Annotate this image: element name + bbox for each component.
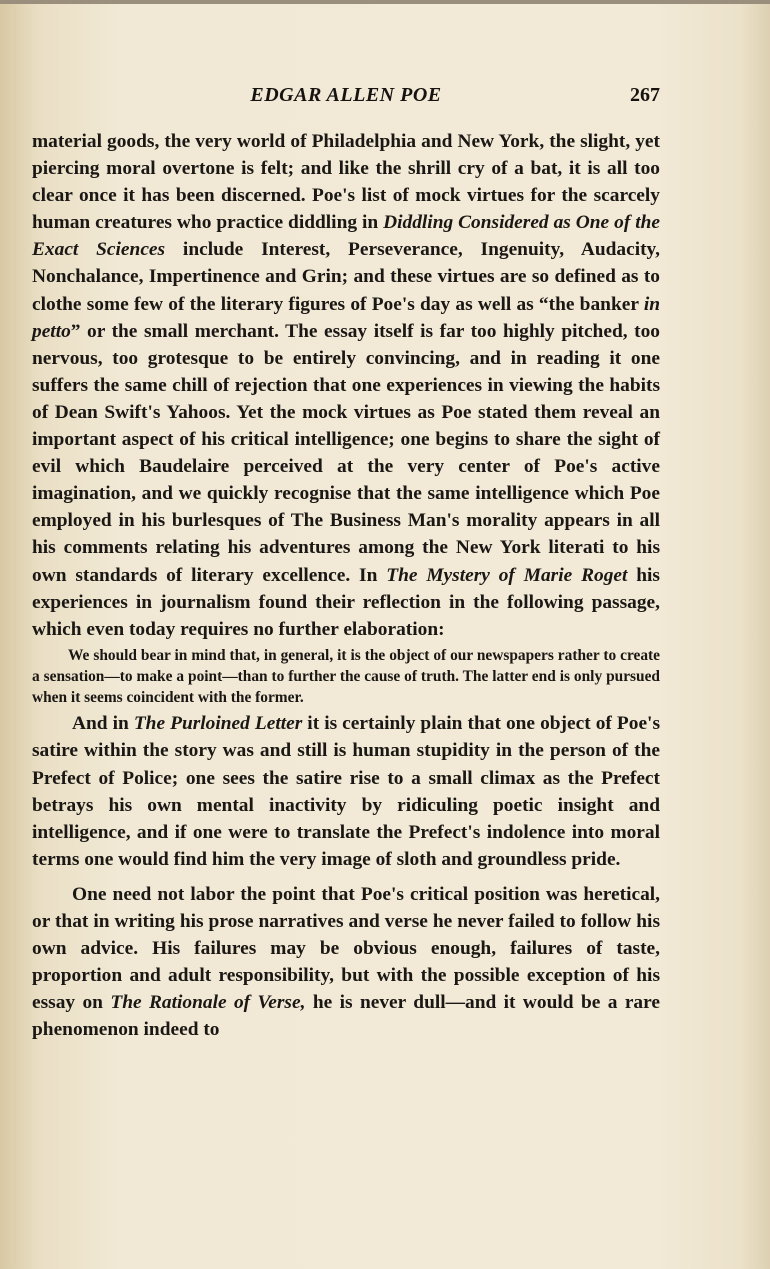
phrase-italic: in petto (32, 293, 660, 342)
text-run: include Interest, Perseverance, Ingenuity, Audacity, Nonchalance, Impertinence and Grin; and these virtues are so defined as to clothe some few of the literary figures of Poe's day as well as “the banker (32, 239, 661, 315)
text-run: it is certainly plain that one object of Poe's satire within the story was and still is human stupidity in the person of the Prefect of Police; one sees the satire rise to a small climax as the Prefect betrays his own mental inactivity by ridiculing poetic insight and intelligence, and if one were to translate the Prefect's indolence into moral terms one would find him the very image of sloth and groundless pride. (32, 713, 660, 870)
text-run: material goods, the very world of Philadelphia and New York, the slight, yet piercing moral overtone is felt; and like the shrill cry of a bat, it is all too clear once it has been discerned. Poe's list of mock virtues for the scarcely human creatures who practice diddling in (32, 131, 660, 234)
text-run: One need not labor the point that Poe's critical position was heretical, or that in writing his prose narratives and verse he never failed to follow his own advice. His failures may be obvious enough, failures of taste, proportion and adult responsibility, but with the possible exception of his essay on (32, 883, 660, 1014)
running-head: EDGAR ALLEN POE (250, 84, 442, 106)
title-italic: The Mystery of Marie Roget (386, 564, 628, 586)
paragraph-3 (32, 881, 660, 1044)
page-header (32, 84, 660, 112)
top-edge (0, 0, 770, 4)
page-number: 267 (630, 84, 660, 106)
text-run: ” or the small merchant. The essay itself is far too highly pitched, too nervous, too grotesque to be entirely convincing, and in reading it one suffers the same chill of rejection that one experiences in viewing the habits of Dean Swift's Yahoos. Yet the mock virtues as Poe stated them reveal an important aspect of his critical intelligence; one begins to share the sight of evil which Baudelaire perceived at the very center of Poe's active imagination, and we quickly recognise that the same intelligence which Poe employed in his burlesques of The Business Man's morality appears in all his comments relating his adventures among the New York literati to his own standards of literary excellence. In (32, 320, 660, 586)
paragraph-1 (32, 128, 660, 643)
title-italic: Diddling Considered as One of the Exact Sciences (32, 212, 661, 261)
text-run: he is never dull—and it would be a rare phenomenon indeed to (32, 992, 660, 1041)
text-run: his experiences in journalism found their reflection in the following passage, which even today requires no further elaboration: (32, 564, 660, 640)
text-run: And in (72, 713, 134, 735)
paragraph-2 (32, 710, 660, 873)
title-italic: The Rationale of Verse, (110, 992, 306, 1014)
title-italic: The Purloined Letter (133, 713, 303, 735)
body-text (32, 128, 660, 1044)
block-quote: We should bear in mind that, in general, it is the object of our newspapers rather to create a sensation—to make a point—than to further the cause of truth. The latter end is only pursued when it seems coincident with the former. (32, 646, 660, 707)
